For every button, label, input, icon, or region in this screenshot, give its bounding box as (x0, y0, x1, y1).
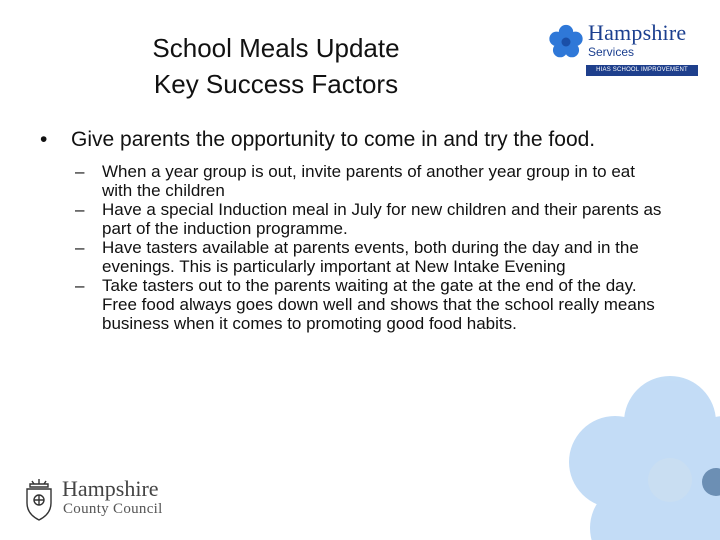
county-council-sub: County Council (63, 501, 163, 517)
county-council-logo (20, 476, 190, 524)
sub-bullet-list (40, 162, 680, 333)
sub-bullet-marker: – (75, 238, 85, 257)
hampshire-services-logo (548, 18, 708, 80)
decorative-flower-icon (560, 370, 720, 540)
sub-bullet-text: Have tasters available at parents events, both during the day and in the evenings. This is particularly important at New Intake Evening (102, 238, 639, 276)
sub-bullet-marker: – (75, 276, 85, 295)
bullet-list (40, 128, 680, 333)
slide-title (96, 30, 456, 102)
hampshire-flower-icon (548, 24, 584, 60)
sub-bullet-marker: – (75, 162, 85, 181)
sub-bullet-marker: – (75, 200, 85, 219)
county-crest-icon (22, 478, 56, 522)
bullet-marker: • (40, 128, 48, 151)
sub-bullet-item (71, 276, 662, 333)
title-line-2: Key Success Factors (153, 69, 399, 99)
sub-bullet-text: Take tasters out to the parents waiting at the gate at the end of the day. Free food always goes down well and shows that the school really means business when it comes to promoting good food habits. (102, 276, 655, 333)
sub-bullet-item (71, 162, 662, 200)
hampshire-services-name: Hampshire (588, 20, 687, 45)
hampshire-services-sub: Services (588, 45, 635, 59)
title-line-1: School Meals Update (152, 33, 400, 63)
sub-bullet-item (71, 200, 662, 238)
sub-bullet-item (71, 238, 662, 276)
hias-bar: HIAS SCHOOL IMPROVEMENT (586, 65, 698, 76)
county-council-name: Hampshire (62, 476, 159, 501)
sub-bullet-text: Have a special Induction meal in July for new children and their parents as part of the induction programme. (102, 200, 662, 238)
sub-bullet-text: When a year group is out, invite parents of another year group in to eat with the children (102, 162, 635, 200)
bullet-item (40, 128, 680, 152)
bullet-text: Give parents the opportunity to come in and try the food. (71, 128, 596, 151)
